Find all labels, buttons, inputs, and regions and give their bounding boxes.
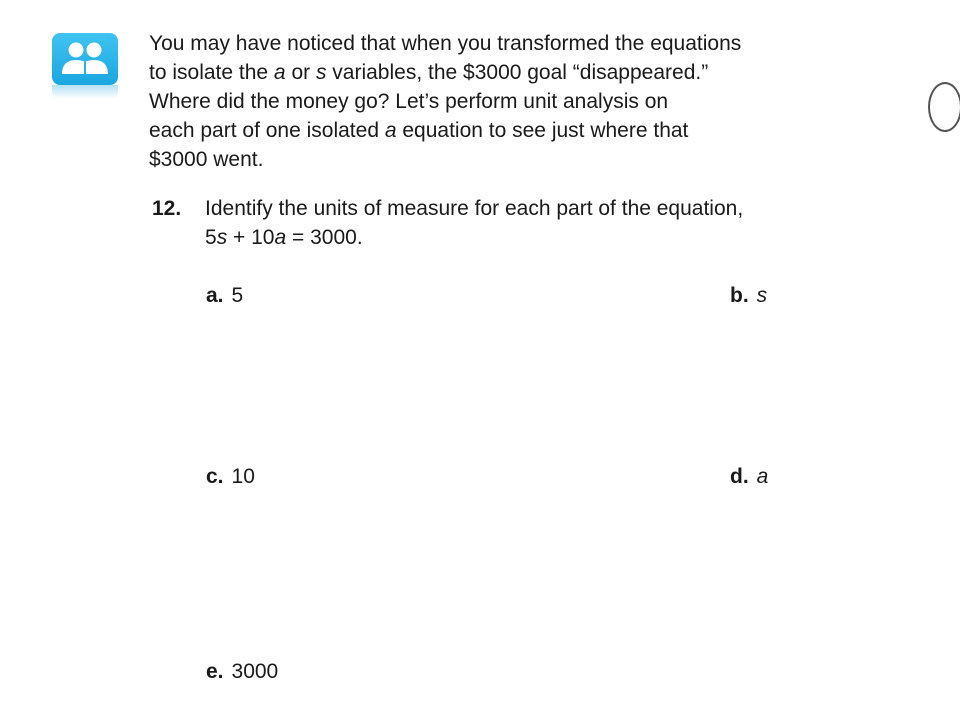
question-line: Identify the units of measure for each part of the equation, xyxy=(205,197,744,220)
people-icon xyxy=(52,33,118,85)
part-value: 5 xyxy=(231,284,244,307)
question-equation: 5s + 10a = 3000. xyxy=(205,226,363,249)
intro-line: to isolate the a or s variables, the $3000 goal “disappeared.” xyxy=(149,61,709,84)
part-d xyxy=(730,462,768,491)
intro-paragraph xyxy=(149,29,929,174)
part-e xyxy=(206,657,278,686)
question-number: 12. xyxy=(152,197,182,220)
intro-line: Where did the money go? Let’s perform unit analysis on xyxy=(149,90,669,113)
intro-line: You may have noticed that when you transformed the equations xyxy=(149,32,742,55)
intro-line: $3000 went. xyxy=(149,148,264,171)
part-label: a. xyxy=(206,284,224,307)
part-value: a xyxy=(756,465,769,488)
part-b xyxy=(730,281,767,310)
part-value: 10 xyxy=(231,465,255,488)
group-work-icon xyxy=(52,33,118,85)
part-value: s xyxy=(756,284,768,307)
question-text xyxy=(205,194,925,252)
part-c xyxy=(206,462,255,491)
intro-line: each part of one isolated a equation to see just where that xyxy=(149,119,689,142)
page-edge-mark xyxy=(928,82,960,132)
part-value: 3000 xyxy=(231,660,279,683)
part-label: c. xyxy=(206,465,224,488)
icon-reflection xyxy=(52,85,118,99)
part-label: e. xyxy=(206,660,224,683)
part-a xyxy=(206,281,243,310)
part-label: b. xyxy=(730,284,749,307)
part-label: d. xyxy=(730,465,749,488)
